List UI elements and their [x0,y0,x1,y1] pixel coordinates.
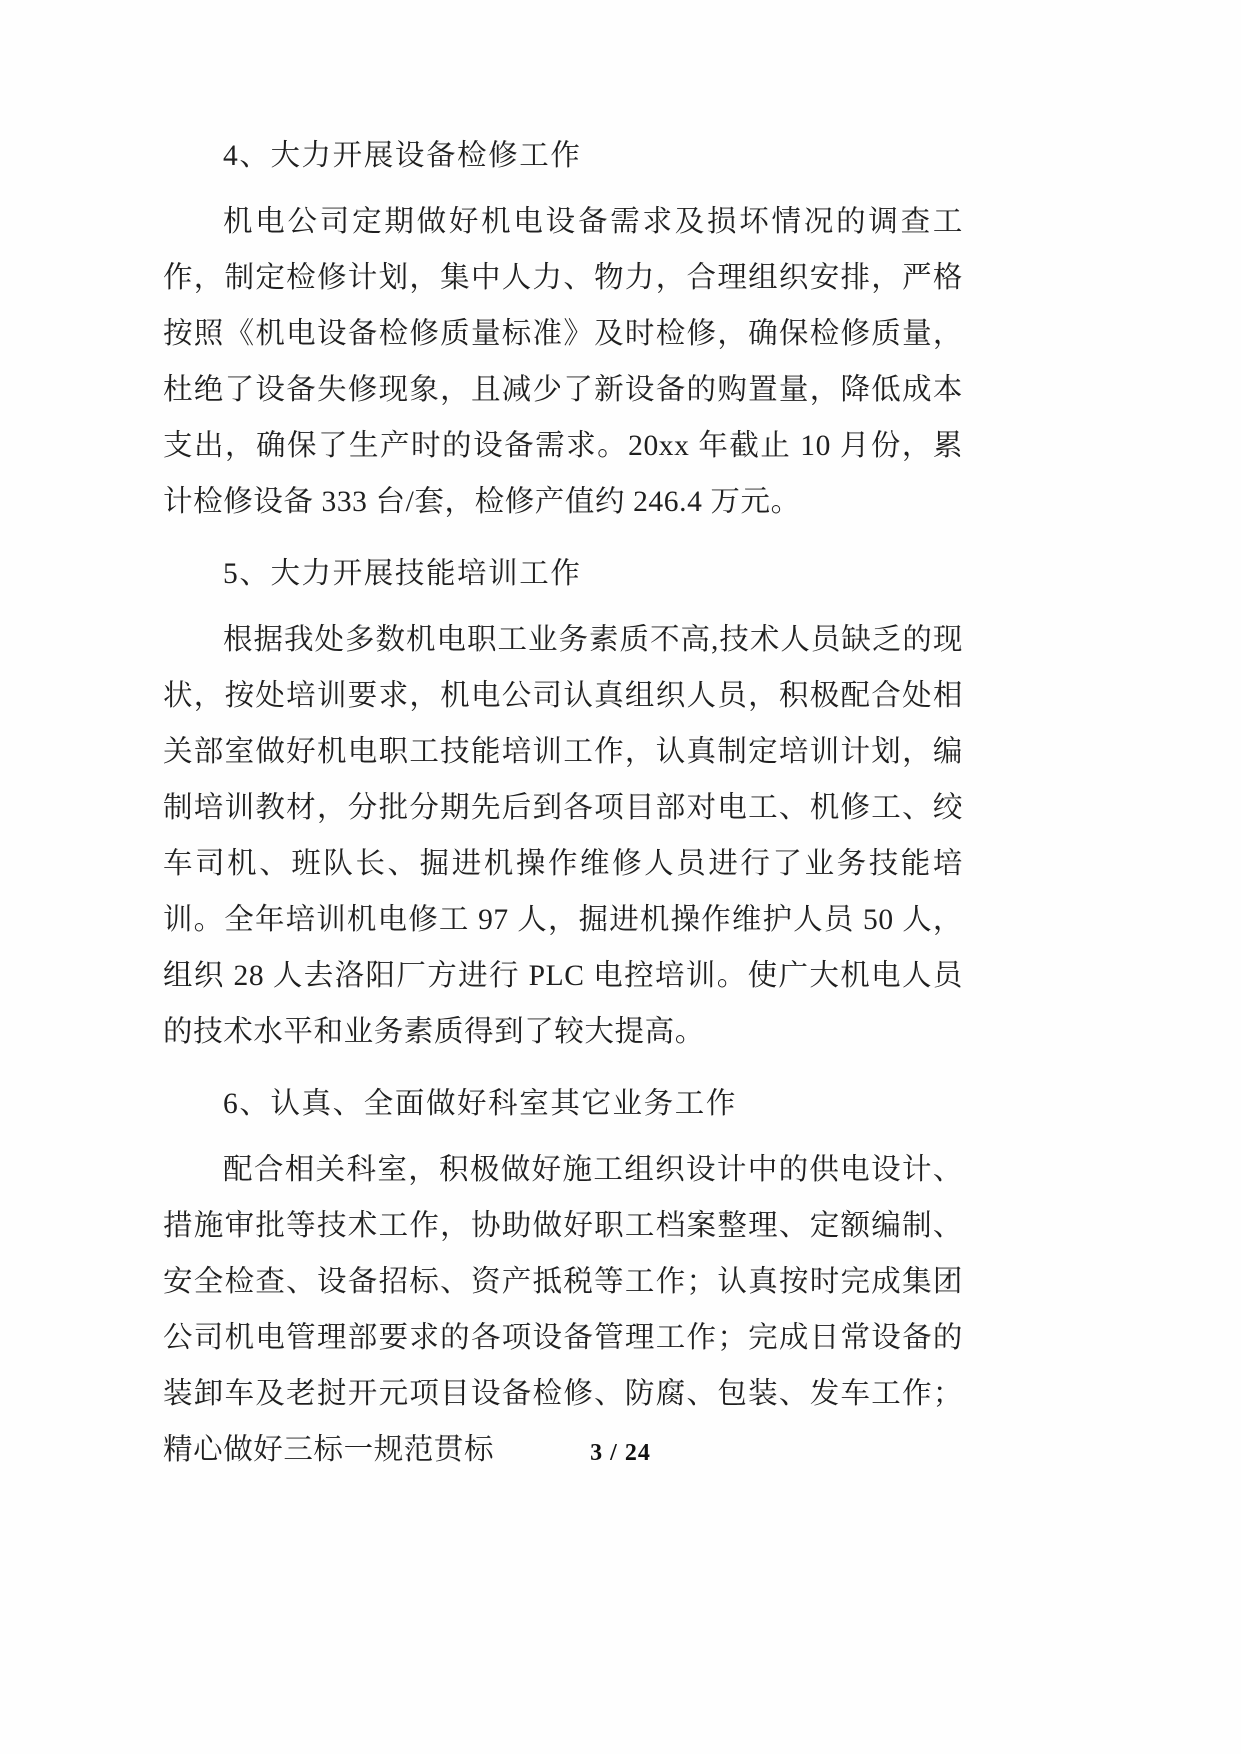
page-number: 3 / 24 [590,1440,651,1466]
section-body-5: 根据我处多数机电职工业务素质不高,技术人员缺乏的现状，按处培训要求，机电公司认真组织人员，积极配合处相关部室做好机电职工技能培训工作，认真制定培训计划，编制培训教材，分批分期先后到各项目部对电工、机修工、绞车司机、班队长、掘进机操作维修人员进行了业务技能培训。全年培训机电修工 97 人，掘进机操作维护人员 50 人，组织 28 人去洛阳厂方进行 PLC 电控培训。使广大机电人员的技术水平和业务素质得到了较大提高。 [163,624,963,1048]
spacer [163,532,963,546]
spacer [163,604,963,612]
page-content [163,128,963,1480]
spacer [163,1134,963,1142]
spacer [163,1062,963,1076]
section-heading-6: 6、认真、全面做好科室其它业务工作 [223,1088,737,1120]
section-heading-5: 5、大力开展技能培训工作 [223,558,582,590]
section-body-4: 机电公司定期做好机电设备需求及损坏情况的调查工作，制定检修计划，集中人力、物力，合理组织安排，严格按照《机电设备检修质量标准》及时检修，确保检修质量，杜绝了设备失修现象，且减少了新设备的购置量，降低成本支出，确保了生产时的设备需求。20xx 年截止 10 月份，累计检修设备 333 台/套，检修产值约 246.4 万元。 [163,206,963,518]
spacer [163,186,963,194]
section-body-6: 配合相关科室，积极做好施工组织设计中的供电设计、措施审批等技术工作，协助做好职工档案整理、定额编制、安全检查、设备招标、资产抵税等工作；认真按时完成集团公司机电管理部要求的各项设备管理工作；完成日常设备的装卸车及老挝开元项目设备检修、防腐、包装、发车工作；精心做好三标一规范贯标 [163,1154,963,1466]
section-heading-4: 4、大力开展设备检修工作 [223,140,582,172]
